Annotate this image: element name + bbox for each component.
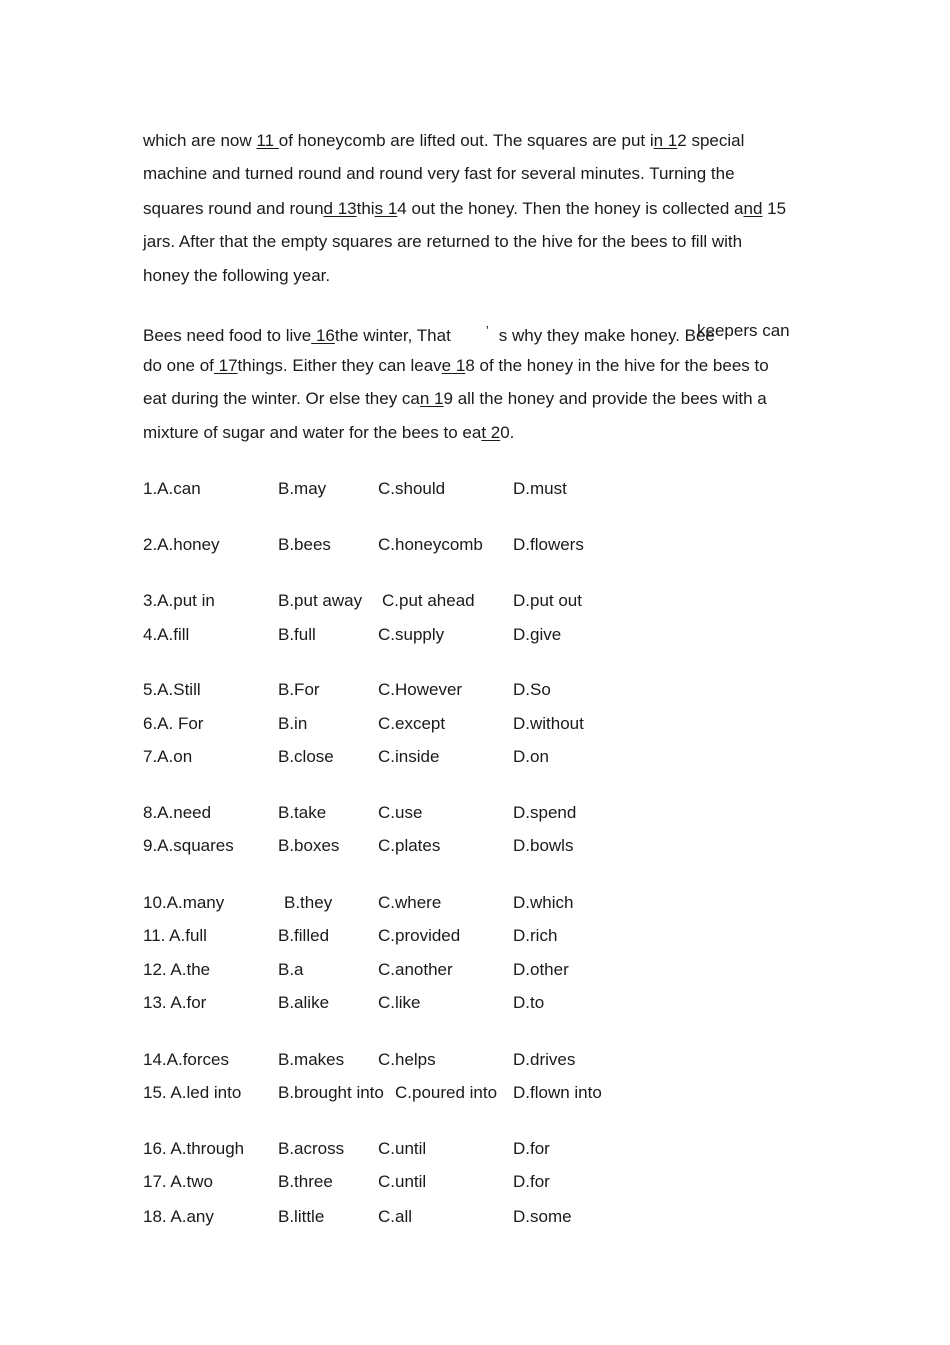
- option-a: 3.A.put in: [143, 591, 215, 610]
- option-d: D.some: [513, 1207, 572, 1226]
- option-d: D.which: [513, 893, 574, 912]
- text-run: Bees need food to live: [143, 326, 312, 345]
- option-b: B.a: [278, 960, 304, 979]
- text-run: 8 of the honey in the hive for the bees to: [465, 356, 769, 375]
- option-d: D.to: [513, 993, 545, 1012]
- text-run: thi: [356, 199, 375, 218]
- option-d: D.spend: [513, 803, 577, 822]
- blank-14: s 1: [374, 199, 398, 218]
- passage-line: [143, 131, 744, 151]
- option-a: 11. A.full: [143, 926, 207, 945]
- option-d: D.other: [513, 960, 569, 979]
- text-run: eat during the winter. Or else they ca: [143, 389, 420, 408]
- option-d: D.flowers: [513, 535, 584, 554]
- option-a: 10.A.many: [143, 893, 225, 912]
- option-b: B.makes: [278, 1050, 345, 1069]
- passage-line: [143, 232, 742, 252]
- option-b: B.boxes: [278, 836, 340, 855]
- option-c: C.helps: [378, 1050, 436, 1069]
- passage-line: [143, 356, 769, 376]
- option-a: 9.A.squares: [143, 836, 234, 855]
- blank-19: n 1: [419, 389, 444, 408]
- option-b: B.across: [278, 1139, 345, 1158]
- option-c: C.should: [378, 479, 446, 498]
- option-c: C.use: [378, 803, 423, 822]
- option-c: C.another: [378, 960, 453, 979]
- text-run: y. Bee: [667, 326, 715, 345]
- text-run: honey the following year.: [143, 266, 331, 285]
- blank-17: 17: [213, 356, 238, 375]
- option-d: D.bowls: [513, 836, 574, 855]
- option-b: B.take: [278, 803, 327, 822]
- option-a: 1.A.can: [143, 479, 201, 498]
- option-b: B.three: [278, 1172, 333, 1191]
- option-c: C.all: [378, 1207, 413, 1226]
- option-c: C.However: [378, 680, 463, 699]
- passage-line: [143, 199, 786, 219]
- option-a: 8.A.need: [143, 803, 212, 822]
- blank-15: nd: [743, 199, 763, 218]
- text-run: of honeycomb are lifted out. The squares are put i: [278, 131, 654, 150]
- text-run: 2 special: [677, 131, 745, 150]
- blank-12: n 1: [653, 131, 678, 150]
- text-run: mixture of sugar and water for the bees to ea: [143, 423, 482, 442]
- text-run: things. Either they can leav: [237, 356, 442, 375]
- passage-line: [143, 389, 767, 409]
- option-b: B.put away: [278, 591, 363, 610]
- option-d: D.for: [513, 1139, 550, 1158]
- option-b: B.For: [278, 680, 320, 699]
- option-d: D.So: [513, 680, 551, 699]
- option-b: B.they: [284, 893, 333, 912]
- option-c: C.put ahead: [382, 591, 475, 610]
- option-d: D.for: [513, 1172, 550, 1191]
- option-b: B.alike: [278, 993, 330, 1012]
- passage-line: [143, 423, 514, 443]
- option-c: C.provided: [378, 926, 461, 945]
- text-run: s why they make hone: [498, 326, 668, 345]
- passage-line: [143, 164, 735, 184]
- option-b: B.brought into: [278, 1083, 384, 1102]
- option-a: 17. A.two: [143, 1172, 213, 1191]
- option-a: 5.A.Still: [143, 680, 201, 699]
- option-d: D.flown into: [513, 1083, 602, 1102]
- option-c: C.until: [378, 1139, 427, 1158]
- text-run: jars. After that the empty squares are returned to the hive for the bees to fill with: [143, 232, 743, 251]
- option-b: B.close: [278, 747, 334, 766]
- option-a: 4.A.fill: [143, 625, 190, 644]
- option-b: B.bees: [278, 535, 331, 554]
- option-d: D.rich: [513, 926, 558, 945]
- option-d: D.without: [513, 714, 584, 733]
- option-a: 2.A.honey: [143, 535, 220, 554]
- blank-18: e 1: [441, 356, 466, 375]
- option-d: D.on: [513, 747, 549, 766]
- blank-11: 11: [256, 131, 279, 150]
- blank-16: 16: [311, 326, 335, 345]
- option-c: C.except: [378, 714, 446, 733]
- option-b: B.may: [278, 479, 327, 498]
- option-c: C.supply: [378, 625, 445, 644]
- option-b: B.full: [278, 625, 316, 644]
- option-b: B.filled: [278, 926, 330, 945]
- option-b: B.in: [278, 714, 308, 733]
- text-run-overlap: keepers can: [697, 321, 790, 340]
- option-c: C.like: [378, 993, 421, 1012]
- option-a: 12. A.the: [143, 960, 211, 979]
- text-run: machine and turned round and round very fast for several minutes. Turning the: [143, 164, 735, 183]
- option-c: C.until: [378, 1172, 427, 1191]
- blank-13: d 13: [323, 199, 357, 218]
- option-c: C.inside: [378, 747, 440, 766]
- passage-line: [143, 321, 790, 346]
- option-c: C.poured into: [395, 1083, 498, 1102]
- option-a: 14.A.forces: [143, 1050, 229, 1069]
- blank-20: t 2: [481, 423, 501, 442]
- option-a: 15. A.led into: [143, 1083, 242, 1102]
- option-d: D.must: [513, 479, 567, 498]
- option-c: C.honeycomb: [378, 535, 483, 554]
- text-run: which are now: [143, 131, 257, 150]
- text-run: the winter, That: [334, 326, 451, 345]
- text-run: 4 out the honey. Then the honey is collected a: [397, 199, 744, 218]
- option-a: 7.A.on: [143, 747, 193, 766]
- option-b: B.little: [278, 1207, 325, 1226]
- option-a: 18. A.any: [143, 1207, 214, 1226]
- text-run: 0.: [500, 423, 515, 442]
- text-run: 9 all the honey and provide the bees with a: [443, 389, 767, 408]
- passage-line: [143, 266, 330, 286]
- option-d: D.put out: [513, 591, 582, 610]
- text-run: do one of: [143, 356, 214, 375]
- option-d: D.drives: [513, 1050, 576, 1069]
- option-a: 16. A.through: [143, 1139, 245, 1158]
- option-a: 6.A. For: [143, 714, 204, 733]
- text-run: 15: [762, 199, 787, 218]
- apostrophe: ’: [485, 323, 489, 338]
- option-c: C.where: [378, 893, 442, 912]
- text-run: squares round and roun: [143, 199, 324, 218]
- option-d: D.give: [513, 625, 562, 644]
- option-a: 13. A.for: [143, 993, 207, 1012]
- option-c: C.plates: [378, 836, 441, 855]
